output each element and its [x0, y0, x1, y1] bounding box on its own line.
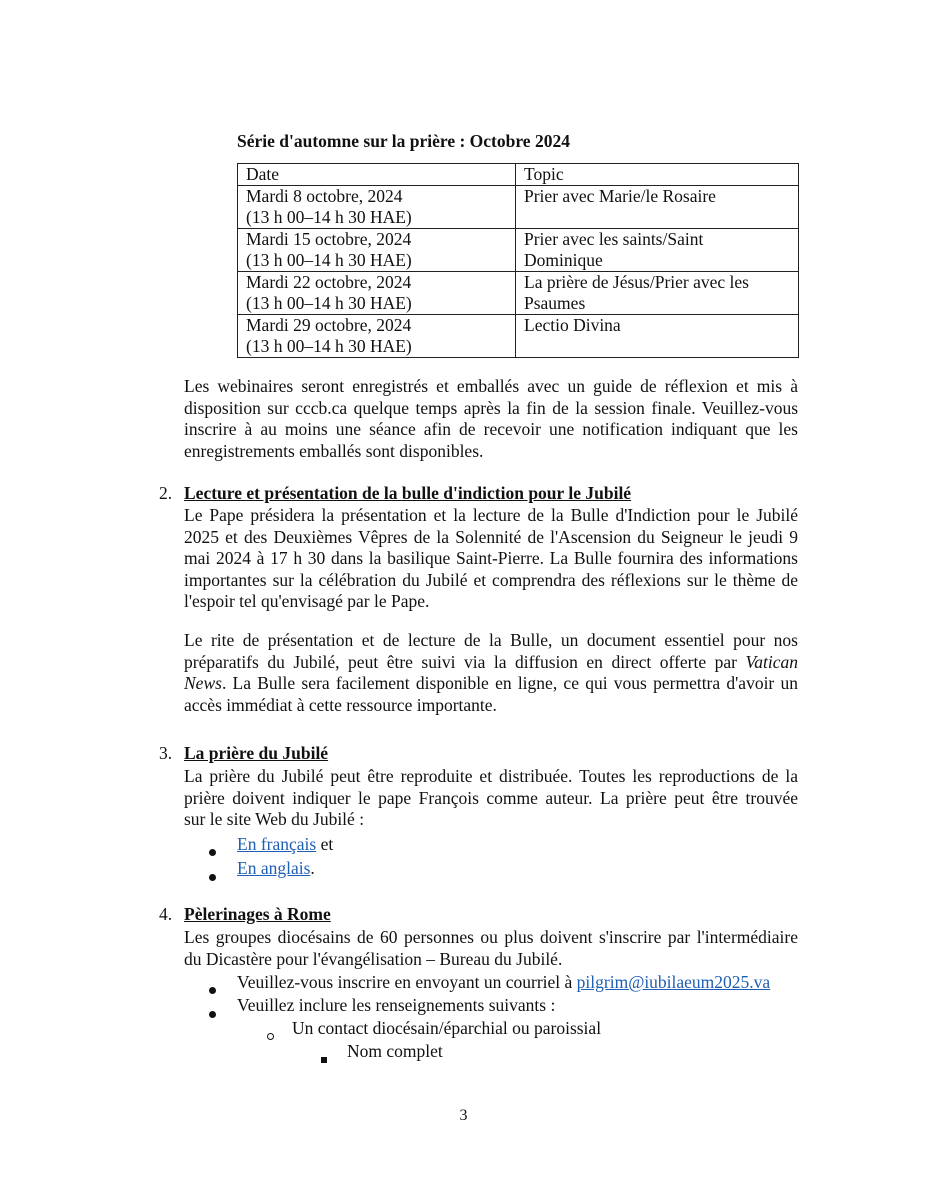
bullet-dot — [209, 1002, 216, 1024]
table-row — [238, 315, 799, 358]
topic-text: La prière de Jésus/Prier avec les — [524, 272, 749, 292]
column-header-topic: Topic — [516, 164, 799, 186]
topic-text: Prier avec Marie/le Rosaire — [524, 186, 716, 206]
time-text: (13 h 00–14 h 30 HAE) — [246, 250, 412, 270]
topic-text: Lectio Divina — [524, 315, 621, 335]
paragraph-line: 2025 et des Deuxièmes Vêpres de la Solennité de l'Ascension du Seigneur le jeudi 9 — [184, 526, 798, 547]
topic-cell — [516, 186, 799, 229]
paragraph-line: disposition sur cccb.ca quelque temps après la fin de la session finale. Veuillez-vous — [184, 397, 798, 418]
vatican-news-italic: Vatican — [745, 651, 798, 672]
date-text: Mardi 15 octobre, 2024 — [246, 229, 412, 249]
paragraph-line: Les webinaires seront enregistrés et emballés avec un guide de réflexion et mis à — [184, 376, 798, 396]
topic-cell — [516, 229, 799, 272]
bullet-item-include-info: Veuillez inclure les renseignements suivants : — [237, 995, 556, 1015]
bullet-dot — [209, 840, 216, 862]
section-3-number: 3. — [159, 743, 173, 763]
section-2-paragraph-1 — [184, 505, 798, 613]
paragraph-line — [184, 652, 798, 674]
sub-sub-bullet-item-fullname: Nom complet — [347, 1041, 443, 1061]
table-header-row — [238, 164, 799, 186]
topic-text-cont: Psaumes — [524, 293, 586, 313]
schedule-table — [237, 163, 799, 358]
table-row — [238, 272, 799, 315]
paragraph-line — [184, 673, 798, 695]
time-text: (13 h 00–14 h 30 HAE) — [246, 336, 412, 356]
series-title: Série d'automne sur la prière : Octobre 2024 — [237, 131, 570, 151]
section-3-paragraph — [184, 766, 798, 831]
paragraph-line: l'espoir tel qu'envisagé par le Pape. — [184, 591, 430, 611]
text-segment: Veuillez-vous inscrire en envoyant un courriel à — [237, 972, 577, 992]
paragraph-line: inscrire à au moins une séance afin de recevoir une notification indiquant que les — [184, 419, 798, 439]
paragraph-line: accès immédiat à cette ressource importante. — [184, 694, 497, 715]
webinar-paragraph — [184, 376, 798, 462]
date-text: Mardi 8 octobre, 2024 — [246, 186, 403, 206]
link-en-anglais[interactable]: En anglais — [237, 858, 311, 878]
table-row — [238, 229, 799, 272]
paragraph-line: importantes sur la célébration du Jubilé et comprendra des réflexions sur le thème de — [184, 569, 798, 590]
sub-sub-bullet-square — [321, 1047, 327, 1069]
section-2-paragraph-2 — [184, 630, 798, 716]
topic-text: Prier avec les saints/Saint — [524, 229, 704, 249]
date-cell — [238, 229, 516, 272]
sub-bullet-circle — [267, 1024, 274, 1046]
section-4-number: 4. — [159, 904, 173, 924]
bullet-dot — [209, 865, 216, 887]
topic-text-cont: Dominique — [524, 250, 603, 270]
paragraph-line: mai 2024 à 17 h 30 dans la basilique Saint-Pierre. La Bulle fournira des informations — [184, 548, 798, 568]
text-segment: . La Bulle sera facilement disponible en ligne, ce qui vous permettra d'avoir un — [221, 673, 798, 693]
paragraph-line: prière doivent indiquer le pape François comme auteur. La prière peut être trouvée — [184, 787, 798, 808]
section-4-paragraph — [184, 927, 798, 970]
paragraph-line: sur le site Web du Jubilé : — [184, 809, 365, 829]
column-header-date: Date — [238, 164, 516, 186]
paragraph-line: La prière du Jubilé peut être reproduite et distribuée. Toutes les reproductions de la — [184, 766, 798, 786]
time-text: (13 h 00–14 h 30 HAE) — [246, 207, 412, 227]
section-4-heading: Pèlerinages à Rome — [184, 904, 331, 924]
table-row — [238, 186, 799, 229]
text-segment: et — [316, 834, 334, 854]
section-2-number: 2. — [159, 483, 173, 503]
paragraph-line: Le Pape présidera la présentation et la lecture de la Bulle d'Indiction pour le Jubilé — [184, 505, 798, 525]
time-text: (13 h 00–14 h 30 HAE) — [246, 293, 412, 313]
text-segment: préparatifs du Jubilé, peut être suivi via la diffusion en direct offerte par — [184, 651, 746, 672]
sub-bullet-item-contact: Un contact diocésain/éparchial ou paroissial — [292, 1018, 602, 1038]
email-link-pilgrim[interactable]: pilgrim@iubilaeum2025.va — [576, 972, 771, 992]
bullet-item-english — [237, 858, 315, 880]
paragraph-line: Le rite de présentation et de lecture de la Bulle, un document essentiel pour nos — [184, 630, 798, 650]
date-text: Mardi 22 octobre, 2024 — [246, 272, 412, 292]
paragraph-line: du Dicastère pour l'évangélisation – Bureau du Jubilé. — [184, 948, 563, 969]
topic-cell — [516, 315, 799, 358]
date-cell — [238, 272, 516, 315]
page-number: 3 — [459, 1107, 468, 1124]
text-segment: . — [310, 858, 315, 878]
paragraph-line: Les groupes diocésains de 60 personnes ou plus doivent s'inscrire par l'intermédiaire — [184, 927, 798, 947]
section-2-heading: Lecture et présentation de la bulle d'indiction pour le Jubilé — [184, 483, 632, 503]
bullet-dot — [209, 978, 216, 1000]
topic-cell — [516, 272, 799, 315]
bullet-item-french — [237, 834, 333, 856]
section-3-heading: La prière du Jubilé — [184, 743, 329, 763]
date-cell — [238, 315, 516, 358]
date-text: Mardi 29 octobre, 2024 — [246, 315, 412, 335]
paragraph-line: enregistrements emballés sont disponibles. — [184, 440, 484, 461]
date-cell — [238, 186, 516, 229]
bullet-item-register — [237, 972, 770, 994]
vatican-news-italic: News — [184, 673, 222, 693]
link-en-francais[interactable]: En français — [237, 834, 317, 854]
